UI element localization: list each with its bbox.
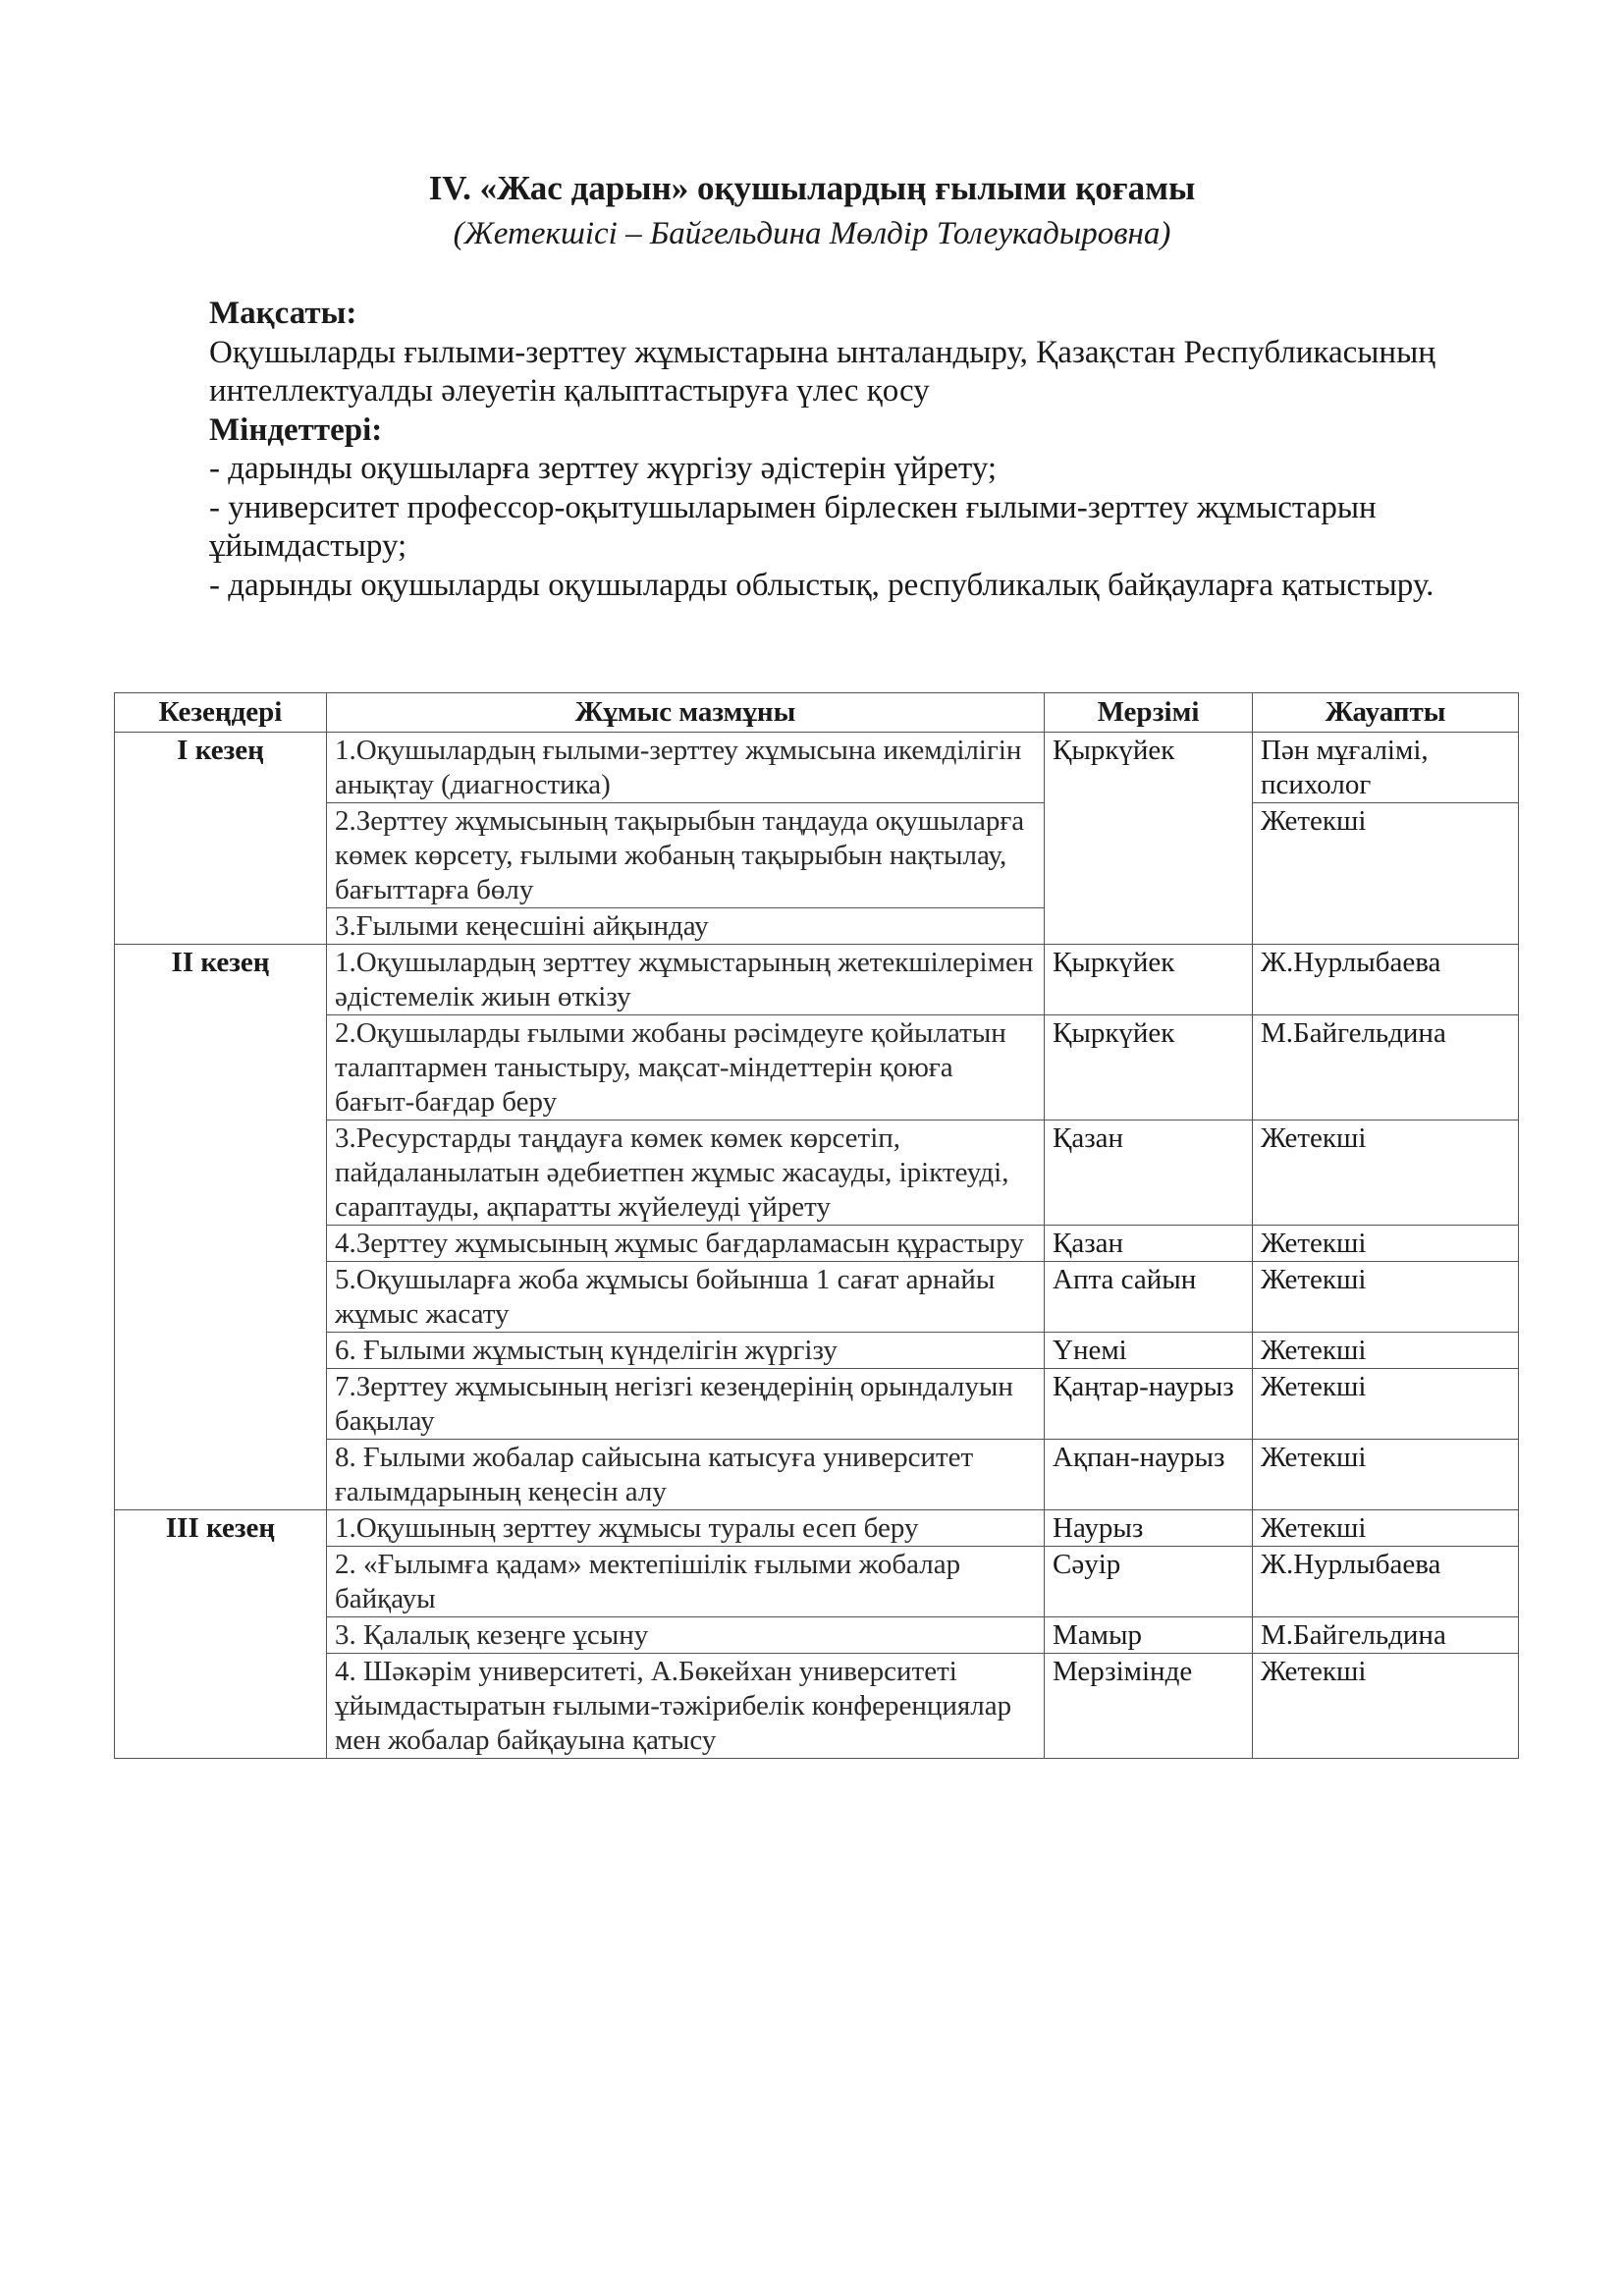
goal-text: Оқушыларды ғылыми-зерттеу жұмыстарына ынталандыру, Қазақстан Республикасының интеллектуалды әлеуетін қалыптастыруға үлес қосу [209, 334, 1435, 409]
term-cell: Қазан [1045, 1121, 1253, 1226]
term-cell: Үнемі [1045, 1333, 1253, 1369]
content-cell: 2.Оқушыларды ғылыми жобаны рәсімдеуге қойылатын талаптармен таныстыру, мақсат-міндеттерін қоюға бағыт-бағдар беру [327, 1015, 1045, 1121]
stage-cell: III кезең [115, 1510, 327, 1759]
table-header-row [115, 693, 1519, 733]
term-cell: Мамыр [1045, 1617, 1253, 1654]
content-cell: 3. Қалалық кезеңге ұсыну [327, 1617, 1045, 1654]
content-cell: 7.Зерттеу жұмысының негізгі кезеңдерінің орындалуын бақылау [327, 1369, 1045, 1440]
table-row [115, 1510, 1519, 1547]
stage-cell: I кезең [115, 733, 327, 945]
task-item: - дарынды оқушыларға зерттеу жүргізу әдістерін үйрету; [209, 451, 998, 486]
term-cell: Қаңтар-наурыз [1045, 1369, 1253, 1440]
content-cell: 2.Зерттеу жұмысының тақырыбын таңдауда оқушыларға көмек көрсету, ғылыми жобаның тақырыбын нақтылау, бағыттарға бөлу [327, 803, 1045, 908]
work-plan-table [114, 692, 1519, 1759]
content-cell: 8. Ғылыми жобалар сайысына катысуға университет ғалымдарының кеңесін алу [327, 1440, 1045, 1510]
term-cell: Қыркүйек [1045, 1015, 1253, 1121]
content-cell: 4.Зерттеу жұмысының жұмыс бағдарламасын құрастыру [327, 1226, 1045, 1262]
content-cell: 1.Оқушылардың ғылыми-зерттеу жұмысына икемділігін анықтау (диагностика) [327, 733, 1045, 803]
task-item: - университет профессор-оқытушыларымен бірлескен ғылыми-зерттеу жұмыстарын ұйымдастыру; [209, 489, 1377, 564]
responsible-cell: М.Байгельдина [1253, 1617, 1519, 1654]
goals-tasks-section [209, 295, 1515, 605]
header-responsible: Жауапты [1253, 693, 1519, 733]
tasks-heading: Міндеттері: [209, 411, 383, 448]
content-cell: 2. «Ғылымға қадам» мектепішілік ғылыми жобалар байқауы [327, 1547, 1045, 1617]
content-cell: 4. Шәкәрім университеті, А.Бөкейхан университеті ұйымдастыратын ғылыми-тәжірибелік конференциялар мен жобалар байқауына қатысу [327, 1654, 1045, 1759]
responsible-cell: Жетекші [1253, 1226, 1519, 1262]
content-cell: 6. Ғылыми жұмыстың күнделігін жүргізу [327, 1333, 1045, 1369]
responsible-cell: Ж.Нурлыбаева [1253, 945, 1519, 1015]
header-term: Мерзімі [1045, 693, 1253, 733]
document-subtitle: (Жетекшісі – Байгельдина Мөлдір Толеукадыровна) [453, 216, 1171, 251]
task-item: - дарынды оқушыларды оқушыларды облыстық, республикалық байқауларға қатыстыру. [209, 567, 1435, 603]
content-cell: 5.Оқушыларға жоба жұмысы бойынша 1 сағат арнайы жұмыс жасату [327, 1262, 1045, 1333]
responsible-cell: Жетекші [1253, 1333, 1519, 1369]
header-stages: Кезеңдері [115, 693, 327, 733]
responsible-cell: Жетекші [1253, 1369, 1519, 1440]
term-cell: Сәуір [1045, 1547, 1253, 1617]
responsible-cell: Жетекші [1253, 1510, 1519, 1547]
content-cell: 3.Ғылыми кеңесшіні айқындау [327, 908, 1045, 945]
table-row [115, 733, 1519, 803]
responsible-cell: Жетекші [1253, 1440, 1519, 1510]
responsible-cell: Жетекші [1253, 1654, 1519, 1759]
responsible-cell: Ж.Нурлыбаева [1253, 1547, 1519, 1617]
content-cell: 1.Оқушының зерттеу жұмысы туралы есеп беру [327, 1510, 1045, 1547]
header-content: Жұмыс мазмұны [327, 693, 1045, 733]
term-cell: Қыркүйек [1045, 733, 1253, 945]
content-cell: 1.Оқушылардың зерттеу жұмыстарының жетекшілерімен әдістемелік жиын өткізу [327, 945, 1045, 1015]
goal-heading: Мақсаты: [209, 296, 357, 331]
term-cell: Қыркүйек [1045, 945, 1253, 1015]
document-title: IV. «Жас дарын» оқушылардың ғылыми қоғамы [428, 169, 1196, 207]
term-cell: Ақпан-наурыз [1045, 1440, 1253, 1510]
responsible-cell: М.Байгельдина [1253, 1015, 1519, 1121]
responsible-cell: Пән мұғалімі, психолог [1253, 733, 1519, 803]
term-cell: Қазан [1045, 1226, 1253, 1262]
content-cell: 3.Ресурстарды таңдауға көмек көмек көрсетіп, пайдаланылатын әдебиетпен жұмыс жасауды, іріктеуді, сараптауды, ақпаратты жүйелеуді үйрету [327, 1121, 1045, 1226]
responsible-cell: Жетекші [1253, 1262, 1519, 1333]
term-cell: Наурыз [1045, 1510, 1253, 1547]
stage-cell: II кезең [115, 945, 327, 1510]
responsible-cell: Жетекші [1253, 803, 1519, 945]
term-cell: Мерзімінде [1045, 1654, 1253, 1759]
term-cell: Апта сайын [1045, 1262, 1253, 1333]
responsible-cell: Жетекші [1253, 1121, 1519, 1226]
table-row [115, 945, 1519, 1015]
